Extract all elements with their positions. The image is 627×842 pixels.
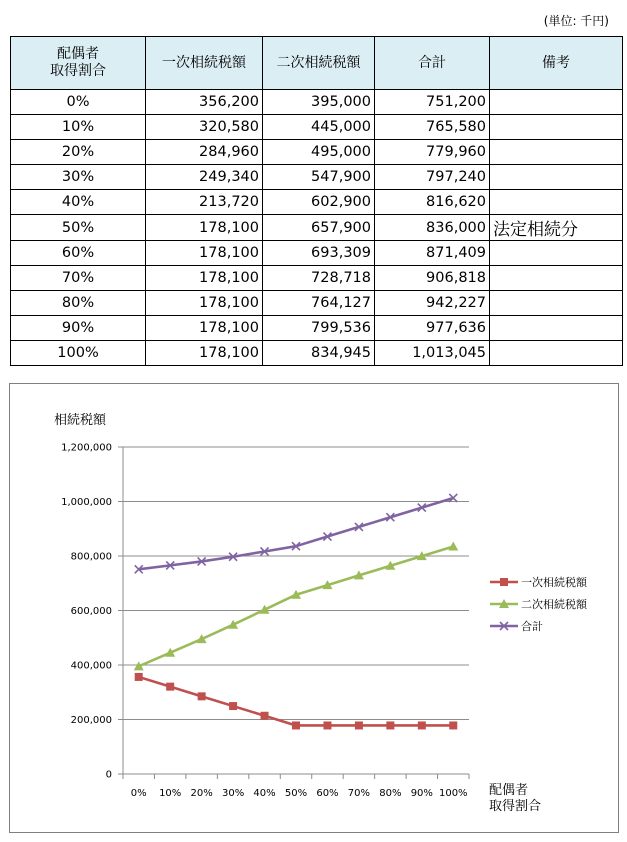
- table-row: [11, 165, 623, 190]
- cell-first-tax: 178,100: [146, 291, 263, 316]
- y-axis-title: 相続税額: [54, 413, 107, 428]
- cell-first-tax: 320,580: [146, 115, 263, 140]
- chart-container: [9, 383, 619, 833]
- cell-remarks: [490, 291, 623, 316]
- data-point-marker: [323, 721, 331, 729]
- legend-label: 一次相続税額: [521, 576, 587, 589]
- data-point-marker: [448, 541, 458, 550]
- cell-first-tax: 178,100: [146, 241, 263, 266]
- cell-first-tax: 178,100: [146, 341, 263, 366]
- data-point-marker: [261, 712, 269, 720]
- cell-total: 1,013,045: [375, 341, 490, 366]
- x-axis-title-line1: 配偶者: [489, 783, 529, 798]
- data-point-marker: [355, 721, 363, 729]
- cell-first-tax: 356,200: [146, 90, 263, 115]
- x-tick-label: 40%: [253, 788, 276, 799]
- header-remarks: 備考: [490, 37, 623, 90]
- cell-total: 797,240: [375, 165, 490, 190]
- table-row: [11, 241, 623, 266]
- legend-label: 合計: [521, 620, 543, 633]
- cell-ratio: 10%: [11, 115, 146, 140]
- cell-ratio: 70%: [11, 266, 146, 291]
- cell-remarks: [490, 316, 623, 341]
- x-tick-label: 90%: [410, 788, 433, 799]
- table-row: [11, 266, 623, 291]
- data-point-marker: [198, 692, 206, 700]
- cell-remarks: [490, 90, 623, 115]
- x-axis-title-line2: 取得割合: [489, 799, 542, 814]
- cell-second-tax: 495,000: [263, 140, 375, 165]
- cell-remarks: [490, 165, 623, 190]
- cell-total: 906,818: [375, 266, 490, 291]
- cell-second-tax: 693,309: [263, 241, 375, 266]
- header-first-tax: 一次相続税額: [146, 37, 263, 90]
- series-line-0: [139, 677, 454, 726]
- cell-second-tax: 834,945: [263, 341, 375, 366]
- line-chart: [10, 384, 618, 832]
- x-tick-label: 20%: [190, 788, 213, 799]
- cell-second-tax: 799,536: [263, 316, 375, 341]
- x-tick-label: 100%: [438, 788, 468, 799]
- cell-second-tax: 445,000: [263, 115, 375, 140]
- header-spouse-ratio-line1: 配偶者: [57, 46, 99, 62]
- cell-total: 816,620: [375, 190, 490, 215]
- cell-ratio: 90%: [11, 316, 146, 341]
- y-tick-label: 1,000,000: [61, 497, 112, 508]
- y-tick-label: 400,000: [70, 660, 112, 672]
- cell-remarks: [490, 241, 623, 266]
- cell-remarks: [490, 140, 623, 165]
- table-header-row: [11, 37, 623, 90]
- cell-ratio: 30%: [11, 165, 146, 190]
- y-tick-label: 800,000: [70, 551, 112, 563]
- y-tick-label: 1,200,000: [61, 442, 112, 454]
- table-row: [11, 115, 623, 140]
- cell-second-tax: 657,900: [263, 215, 375, 241]
- x-tick-label: 10%: [159, 788, 182, 799]
- legend-label: 二次相続税額: [521, 598, 587, 611]
- data-point-marker: [229, 702, 237, 710]
- header-total: 合計: [375, 37, 490, 90]
- data-point-marker: [449, 721, 457, 729]
- table-row: [11, 316, 623, 341]
- cell-ratio: 50%: [11, 215, 146, 241]
- cell-remarks: [490, 190, 623, 215]
- cell-second-tax: 728,718: [263, 266, 375, 291]
- cell-remarks: 法定相続分: [490, 215, 623, 241]
- table-row: [11, 215, 623, 241]
- data-point-marker: [386, 721, 394, 729]
- data-point-marker: [292, 721, 300, 729]
- x-tick-label: 70%: [347, 788, 371, 799]
- cell-total: 942,227: [375, 291, 490, 316]
- cell-remarks: [490, 341, 623, 366]
- table-row: [11, 341, 623, 366]
- table-row: [11, 140, 623, 165]
- x-tick-label: 60%: [316, 788, 339, 799]
- x-tick-label: 0%: [130, 788, 147, 799]
- cell-second-tax: 764,127: [263, 291, 375, 316]
- tax-table: [10, 36, 623, 366]
- cell-ratio: 20%: [11, 140, 146, 165]
- y-tick-label: 0: [105, 769, 112, 781]
- x-tick-label: 80%: [379, 788, 402, 799]
- cell-total: 977,636: [375, 316, 490, 341]
- cell-remarks: [490, 115, 623, 140]
- cell-second-tax: 602,900: [263, 190, 375, 215]
- cell-first-tax: 178,100: [146, 215, 263, 241]
- cell-ratio: 40%: [11, 190, 146, 215]
- cell-ratio: 100%: [11, 341, 146, 366]
- cell-total: 779,960: [375, 140, 490, 165]
- cell-total: 751,200: [375, 90, 490, 115]
- data-point-marker: [166, 683, 174, 691]
- header-spouse-ratio-line2: 取得割合: [50, 63, 106, 79]
- cell-ratio: 80%: [11, 291, 146, 316]
- cell-ratio: 0%: [11, 90, 146, 115]
- unit-note: (単位: 千円): [543, 14, 609, 28]
- y-tick-label: 600,000: [70, 606, 112, 617]
- cell-second-tax: 395,000: [263, 90, 375, 115]
- data-point-marker: [418, 721, 426, 729]
- x-tick-label: 50%: [284, 788, 308, 799]
- x-tick-label: 30%: [221, 788, 245, 799]
- table-row: [11, 291, 623, 316]
- cell-first-tax: 213,720: [146, 190, 263, 215]
- y-tick-label: 200,000: [70, 715, 112, 726]
- cell-second-tax: 547,900: [263, 165, 375, 190]
- series-line-2: [139, 498, 454, 569]
- cell-first-tax: 249,340: [146, 165, 263, 190]
- cell-total: 765,580: [375, 115, 490, 140]
- header-second-tax: 二次相続税額: [263, 37, 375, 90]
- cell-first-tax: 178,100: [146, 316, 263, 341]
- table-row: [11, 190, 623, 215]
- cell-ratio: 60%: [11, 241, 146, 266]
- data-point-marker: [500, 578, 508, 586]
- cell-first-tax: 284,960: [146, 140, 263, 165]
- table-row: [11, 90, 623, 115]
- cell-first-tax: 178,100: [146, 266, 263, 291]
- data-point-marker: [135, 673, 143, 681]
- cell-total: 871,409: [375, 241, 490, 266]
- cell-remarks: [490, 266, 623, 291]
- cell-total: 836,000: [375, 215, 490, 241]
- header-spouse-ratio: [11, 37, 146, 90]
